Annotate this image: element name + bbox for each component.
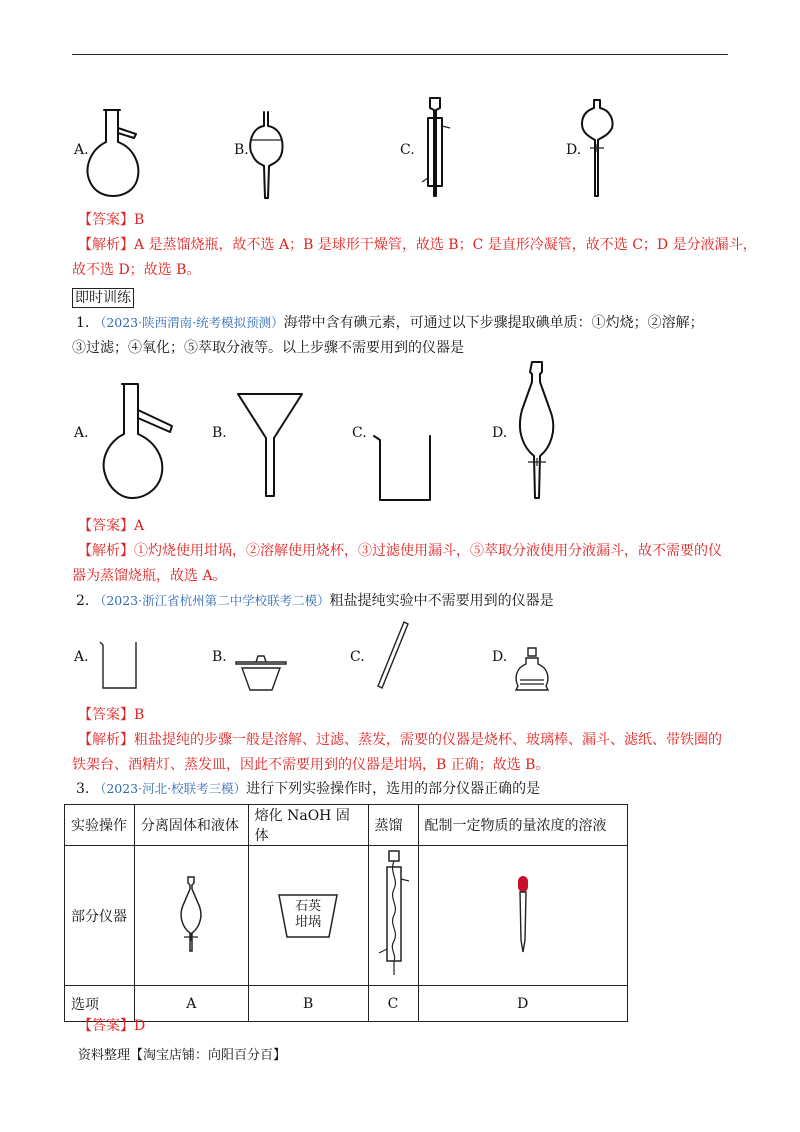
q3-header-cell: 配制一定物质的量浓度的溶液 <box>418 805 627 846</box>
q3-option-cell: D <box>418 986 627 1022</box>
q3-table-instrument-row <box>65 846 628 986</box>
q0-option-b-label: B. <box>234 142 249 158</box>
q3-option-cell: B <box>248 986 368 1022</box>
q0-option-c-label: C. <box>400 142 415 158</box>
q0-analysis-line1: 【解析】A 是蒸馏烧瓶，故不选 A；B 是球形干燥管，故选 B；C 是直形冷凝管，故不选 C；D 是分液漏斗， <box>78 237 757 253</box>
q1-stem-line1: 1. （2023·陕西渭南·统考模拟预测）海带中含有碘元素，可通过以下步骤提取碘单质：①灼烧；②溶解； <box>76 315 704 331</box>
q2-option-b-label: B. <box>212 649 227 665</box>
q3-stem: 3. （2023·河北·校联考三模）进行下列实验操作时，选用的部分仪器正确的是 <box>76 781 541 797</box>
q2-option-d-label: D. <box>492 649 508 665</box>
q1-separatory-funnel-icon <box>510 360 566 502</box>
q2-glass-rod-icon <box>374 620 414 690</box>
q3-header-cell: 实验操作 <box>65 805 135 846</box>
q1-option-b-label: B. <box>212 425 227 441</box>
q3-quartz-crucible-icon <box>275 891 341 941</box>
q3-option-cell: 选项 <box>65 986 135 1022</box>
q2-alcohol-lamp-icon <box>512 646 552 694</box>
q2-crucible-icon <box>234 654 288 694</box>
q3-option-cell: C <box>368 986 418 1022</box>
q3-separatory-funnel-icon <box>174 875 208 953</box>
q3-header-cell: 分离固体和液体 <box>134 805 248 846</box>
q3-cell-a <box>134 846 248 986</box>
q0-drying-tube-icon <box>246 112 286 200</box>
q1-distilling-flask-icon <box>100 382 186 502</box>
q2-analysis-line2: 铁架台、酒精灯、蒸发皿，因此不需要用到的仪器是坩埚，B 正确；故选 B。 <box>72 757 550 773</box>
q3-table-option-row <box>65 986 628 1022</box>
q3-option-cell: A <box>134 986 248 1022</box>
q2-option-a-label: A. <box>74 649 89 665</box>
q3-table <box>64 804 628 1022</box>
q0-analysis-line2: 故不选 D；故选 B。 <box>72 262 201 278</box>
q3-cell-b <box>248 846 368 986</box>
section-title: 即时训练 <box>72 288 134 308</box>
q3-bulb-condenser-icon <box>375 849 411 979</box>
q1-analysis-line1: 【解析】①灼烧使用坩埚，②溶解使用烧杯，③过滤使用漏斗，⑤萃取分液使用分液漏斗，故不需要的仪 <box>78 543 722 559</box>
q3-table-header-row <box>65 805 628 846</box>
q3-crucible-text-line1: 石英 <box>295 898 322 914</box>
q3-answer: 【答案】D <box>78 1018 146 1034</box>
q1-analysis-line2: 器为蒸馏烧瓶，故选 A。 <box>72 568 227 584</box>
q1-option-a-label: A. <box>74 425 89 441</box>
footer-credit: 资料整理【淘宝店铺：向阳百分百】 <box>78 1048 287 1063</box>
q0-option-a-label: A. <box>74 142 89 158</box>
q3-row-label: 部分仪器 <box>65 846 135 986</box>
q1-answer: 【答案】A <box>78 518 145 534</box>
q1-option-c-label: C. <box>352 425 367 441</box>
q3-cell-c <box>368 846 418 986</box>
q3-cell-d <box>418 846 627 986</box>
q1-option-d-label: D. <box>492 425 508 441</box>
q0-separatory-funnel-icon <box>578 98 618 198</box>
q2-stem: 2. （2023·浙江省杭州第二中学校联考二模）粗盐提纯实验中不需要用到的仪器是 <box>76 593 554 609</box>
q2-option-c-label: C. <box>350 649 365 665</box>
q0-distilling-flask-icon <box>84 104 154 196</box>
q1-beaker-icon <box>372 432 436 504</box>
q0-option-d-label: D. <box>566 142 582 158</box>
q3-header-cell: 熔化 NaOH 固体 <box>248 805 368 846</box>
q0-condenser-icon <box>416 98 456 198</box>
q3-dropper-icon <box>516 874 530 954</box>
q3-header-cell: 蒸馏 <box>368 805 418 846</box>
header-rule <box>72 54 728 55</box>
q1-funnel-icon <box>236 392 306 500</box>
q0-answer: 【答案】B <box>78 212 145 228</box>
q2-beaker-icon <box>98 640 140 692</box>
q3-crucible-text-line2: 坩埚 <box>295 914 322 930</box>
q2-answer: 【答案】B <box>78 707 145 723</box>
q1-stem-line2: ③过滤；④氧化；⑤萃取分液等。以上步骤不需要用到的仪器是 <box>72 340 464 356</box>
q2-analysis-line1: 【解析】粗盐提纯的步骤一般是溶解、过滤、蒸发，需要的仪器是烧杯、玻璃棒、漏斗、滤纸、带铁圈的 <box>78 732 722 748</box>
